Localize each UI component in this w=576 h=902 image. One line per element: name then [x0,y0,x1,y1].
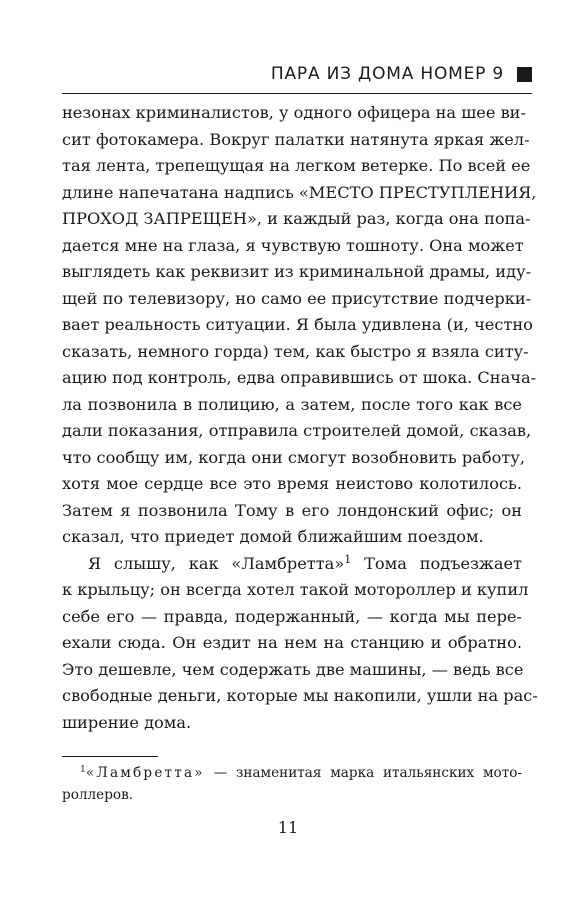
footnote-line [62,762,522,784]
running-header [62,62,532,96]
body-line: Затем я позвонила Тому в его лондонский офис; он [62,500,522,520]
header-rule [62,93,532,94]
body-line: ширение дома. [62,712,192,732]
body-line: вает реальность ситуации. Я была удивлена (и, честно [62,315,533,334]
body-line: длине напечатана надпись «МЕСТО ПРЕСТУПЛЕНИЯ, [62,182,537,202]
body-line: сказать, немного горда) тем, как быстро я взяла ситу- [62,341,529,361]
body-line: тая лента, трепещущая на легком ветерке. По всей ее [62,156,531,175]
body-line: сказал, что приедет домой ближайшим поездом. [62,527,484,546]
header-square-ornament [517,67,532,82]
body-line: ацию под контроль, едва оправившись от шока. Снача- [62,368,537,387]
body-line: сит фотокамера. Вокруг палатки натянута яркая жел- [62,129,530,149]
footnote [62,762,522,806]
body-line: ехали сюда. Он ездит на нем на станцию и обратно. [62,633,522,652]
footnote-marker: 1 [80,763,86,775]
body-line: незонах криминалистов, у одного офицера на шее ви- [62,103,526,122]
footnote-rule [62,756,158,757]
body-line: к крыльцу; он всегда хотел такой мотороллер и купил [62,580,529,599]
footnote-text: — знаменитая марка итальянских мото- [204,765,522,781]
body-line: выглядеть как реквизит из криминальной драмы, иду- [62,262,532,281]
paragraph-text: Тома подъезжает [351,553,522,573]
body-line: себе его — правда, подержанный, — когда мы пере- [62,606,522,626]
paragraph-first-line [62,551,522,578]
body-line: Это дешевле, чем содержать две машины, — ведь все [62,659,524,679]
footnote-reference: 1 [344,552,352,566]
body-line: щей по телевизору, но само ее присутствие подчерки- [62,288,532,308]
body-text [62,100,538,736]
body-line: ПРОХОД ЗАПРЕЩЕН», и каждый раз, когда она попа- [62,209,531,228]
body-line: дали показания, отправила строителей домой, сказав, [62,421,532,440]
body-line: ла позвонила в полицию, а затем, после того как все [62,394,522,414]
body-line: дается мне на глаза, я чувствую тошноту. Она может [62,235,524,255]
body-line: свободные деньги, которые мы накопили, ушли на рас- [62,686,538,705]
page-number: 11 [277,818,299,837]
footnote-term: «Ламбретта» [85,765,205,781]
running-title: ПАРА ИЗ ДОМА НОМЕР 9 [270,64,504,84]
footnote-line: роллеров. [62,787,134,803]
paragraph-text: Я слышу, как «Ламбретта» [88,553,345,573]
body-line: хотя мое сердце все это время неистово колотилось. [62,474,522,493]
body-line: что сообщу им, когда они смогут возобновить работу, [62,447,525,467]
